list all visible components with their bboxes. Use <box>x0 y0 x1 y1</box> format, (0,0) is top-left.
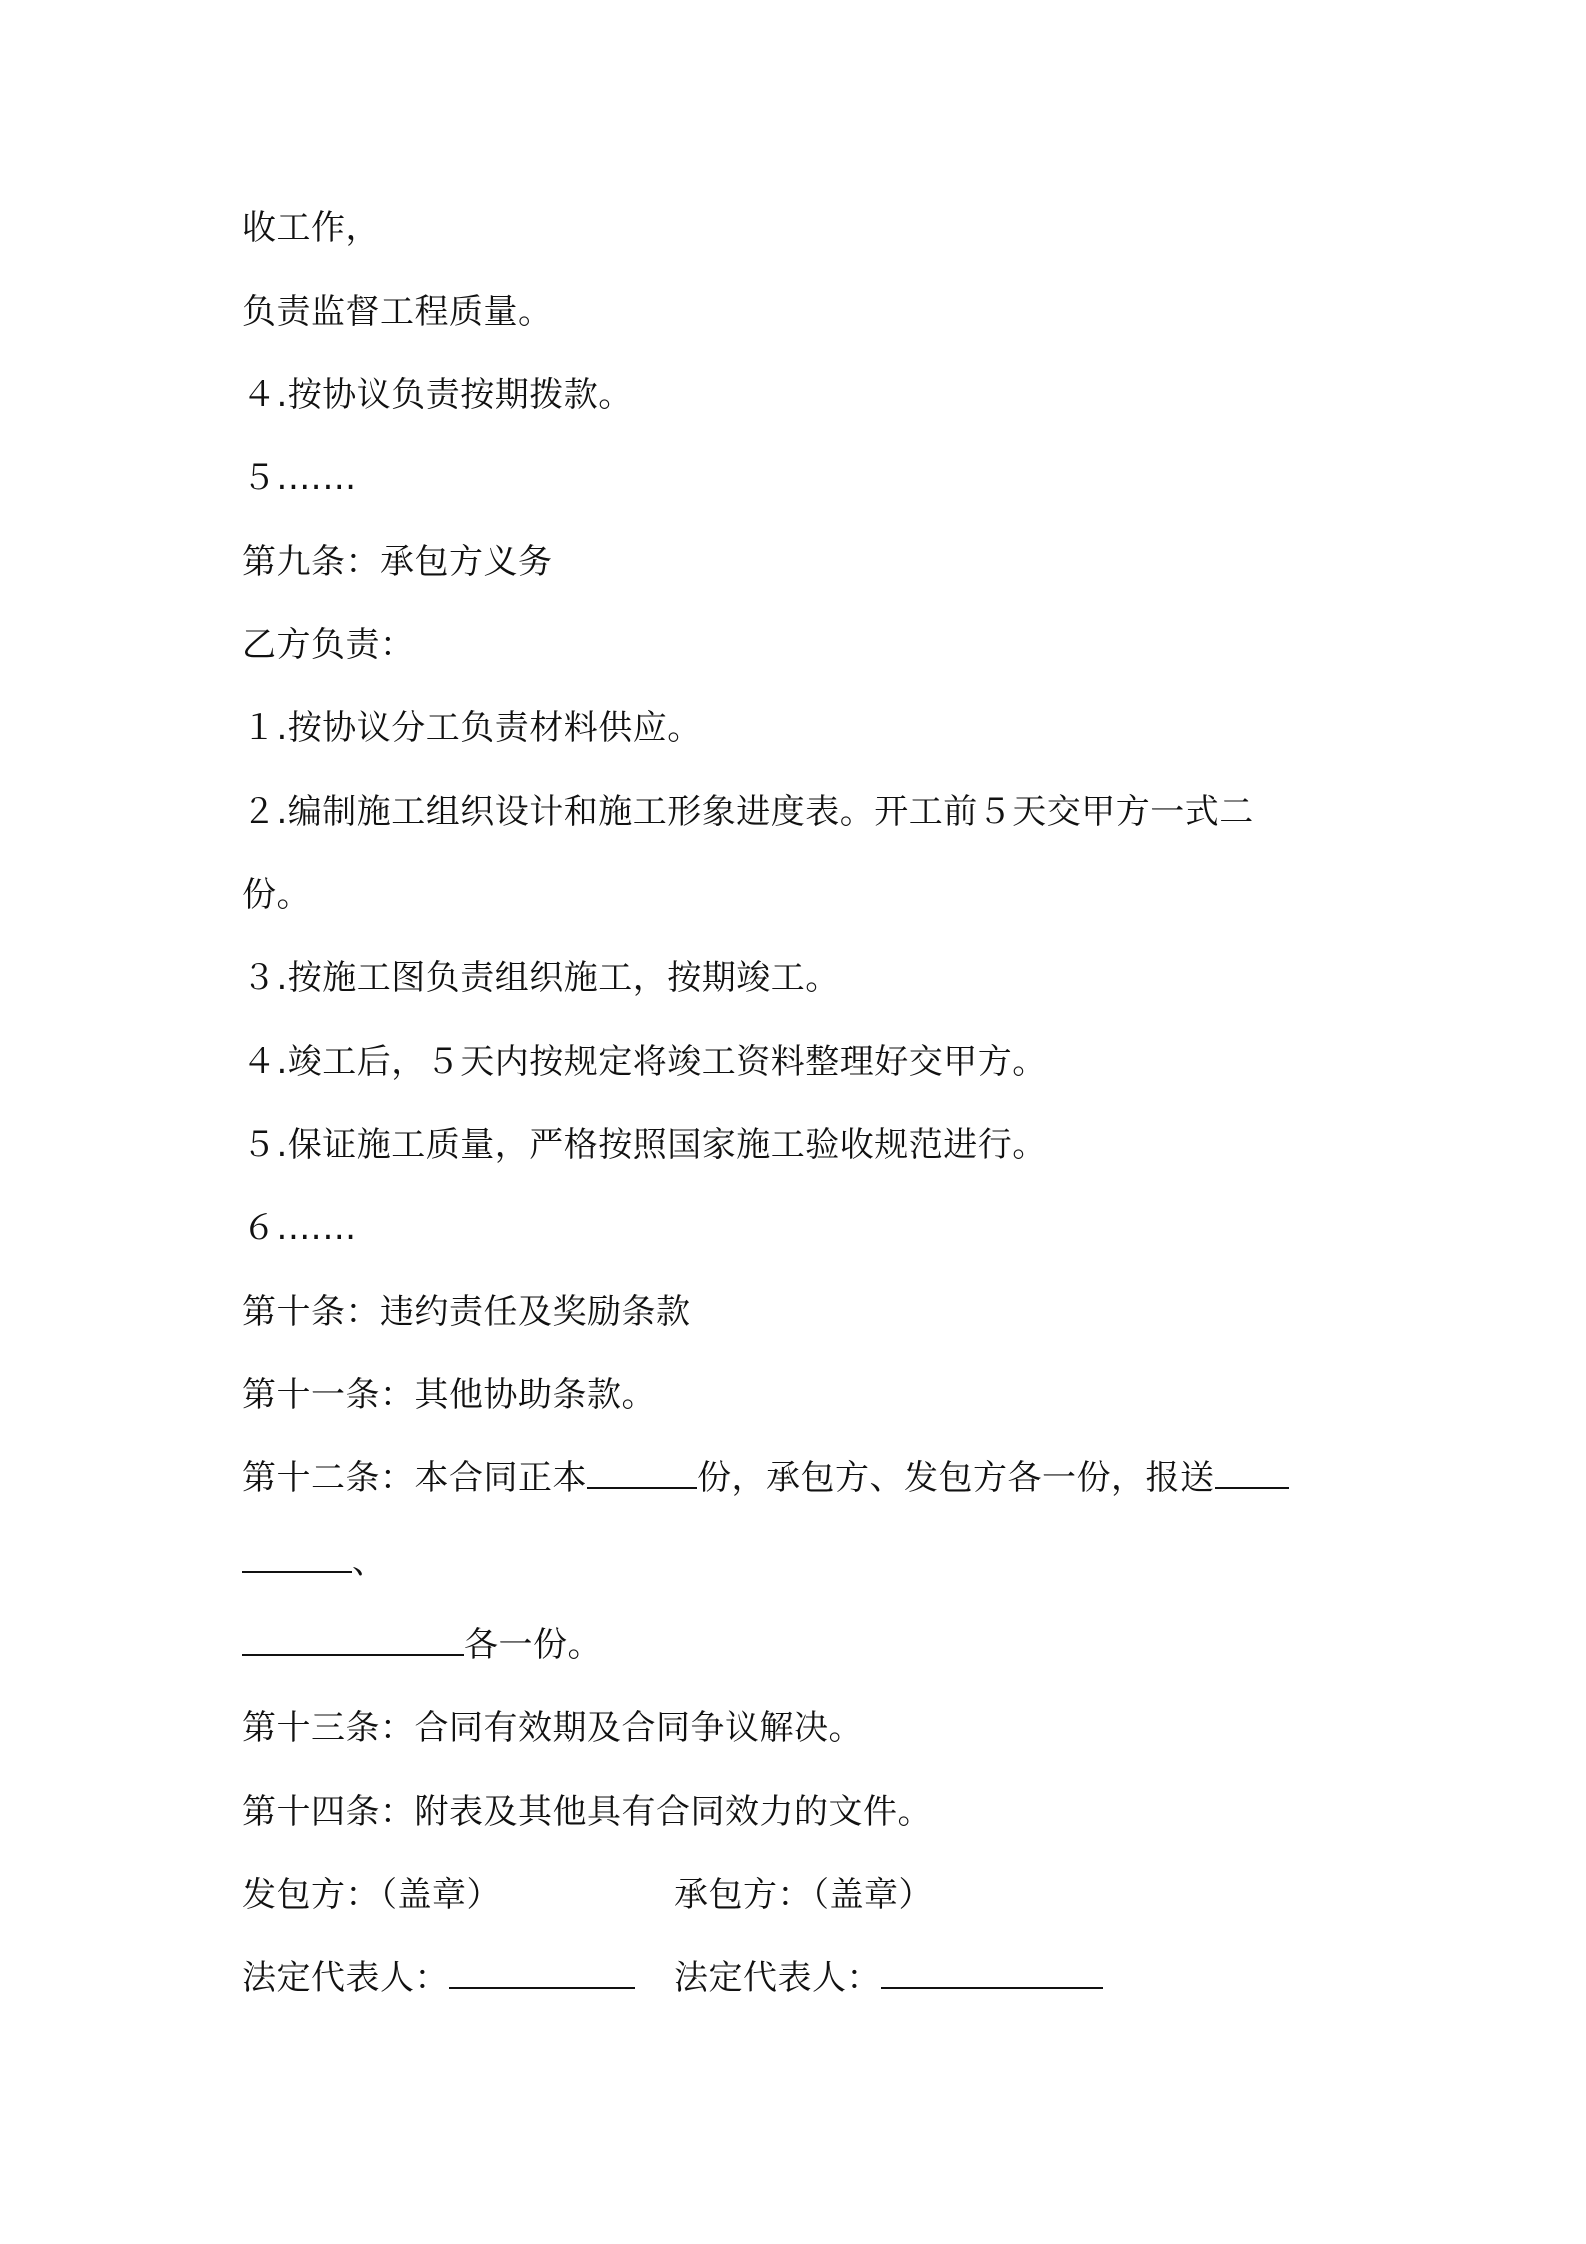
text-line: ２.编制施工组织设计和施工形象进度表。开工前５天交甲方一式二 <box>242 792 1254 832</box>
employer-seal-label: 发包方：（盖章） <box>242 1875 501 1915</box>
text-line: 乙方负责： <box>242 625 415 665</box>
clause-12-text-c: 、 <box>352 1542 387 1582</box>
employer-rep-blank[interactable] <box>449 1957 635 1989</box>
clause-12-line <box>242 1456 1289 1500</box>
text-line: 份。 <box>242 875 311 915</box>
text-line: ４.按协议负责按期拨款。 <box>242 375 633 415</box>
clause-heading: 第九条：承包方义务 <box>242 542 553 582</box>
submit-to-blank-a[interactable] <box>1215 1457 1289 1489</box>
text-line: ５.…… <box>242 458 357 498</box>
clause-12-text-b: 份，承包方、发包方各一份，报送 <box>697 1458 1215 1498</box>
text-line: ３.按施工图负责组织施工，按期竣工。 <box>242 958 840 998</box>
contractor-rep-blank[interactable] <box>881 1957 1103 1989</box>
clause-12-line-3 <box>242 1623 602 1667</box>
submit-to-blank-c[interactable] <box>242 1624 464 1656</box>
clause-heading: 第十一条：其他协助条款。 <box>242 1375 656 1415</box>
text-line: ５.保证施工质量，严格按照国家施工验收规范进行。 <box>242 1125 1047 1165</box>
clause-heading: 第十条：违约责任及奖励条款 <box>242 1292 691 1332</box>
employer-rep-label: 法定代表人： <box>242 1958 449 1998</box>
text-line: 负责监督工程质量。 <box>242 292 553 332</box>
clause-12-text-a: 第十二条：本合同正本 <box>242 1458 587 1498</box>
text-line: ４.竣工后，５天内按规定将竣工资料整理好交甲方。 <box>242 1042 1047 1082</box>
clause-12-text-d: 各一份。 <box>464 1625 602 1665</box>
submit-to-blank-b[interactable] <box>242 1541 352 1573</box>
text-line: １.按协议分工负责材料供应。 <box>242 708 702 748</box>
clause-heading: 第十三条：合同有效期及合同争议解决。 <box>242 1708 863 1748</box>
employer-rep-line <box>242 1956 635 2000</box>
contractor-seal-label: 承包方：（盖章） <box>674 1875 933 1915</box>
clause-heading: 第十四条：附表及其他具有合同效力的文件。 <box>242 1792 932 1832</box>
text-line: ６.…… <box>242 1208 357 1248</box>
contractor-rep-label: 法定代表人： <box>674 1958 881 1998</box>
copies-blank[interactable] <box>587 1457 697 1489</box>
contractor-rep-line <box>674 1956 1103 2000</box>
text-line: 收工作， <box>242 208 380 248</box>
clause-12-line-2 <box>242 1540 387 1584</box>
